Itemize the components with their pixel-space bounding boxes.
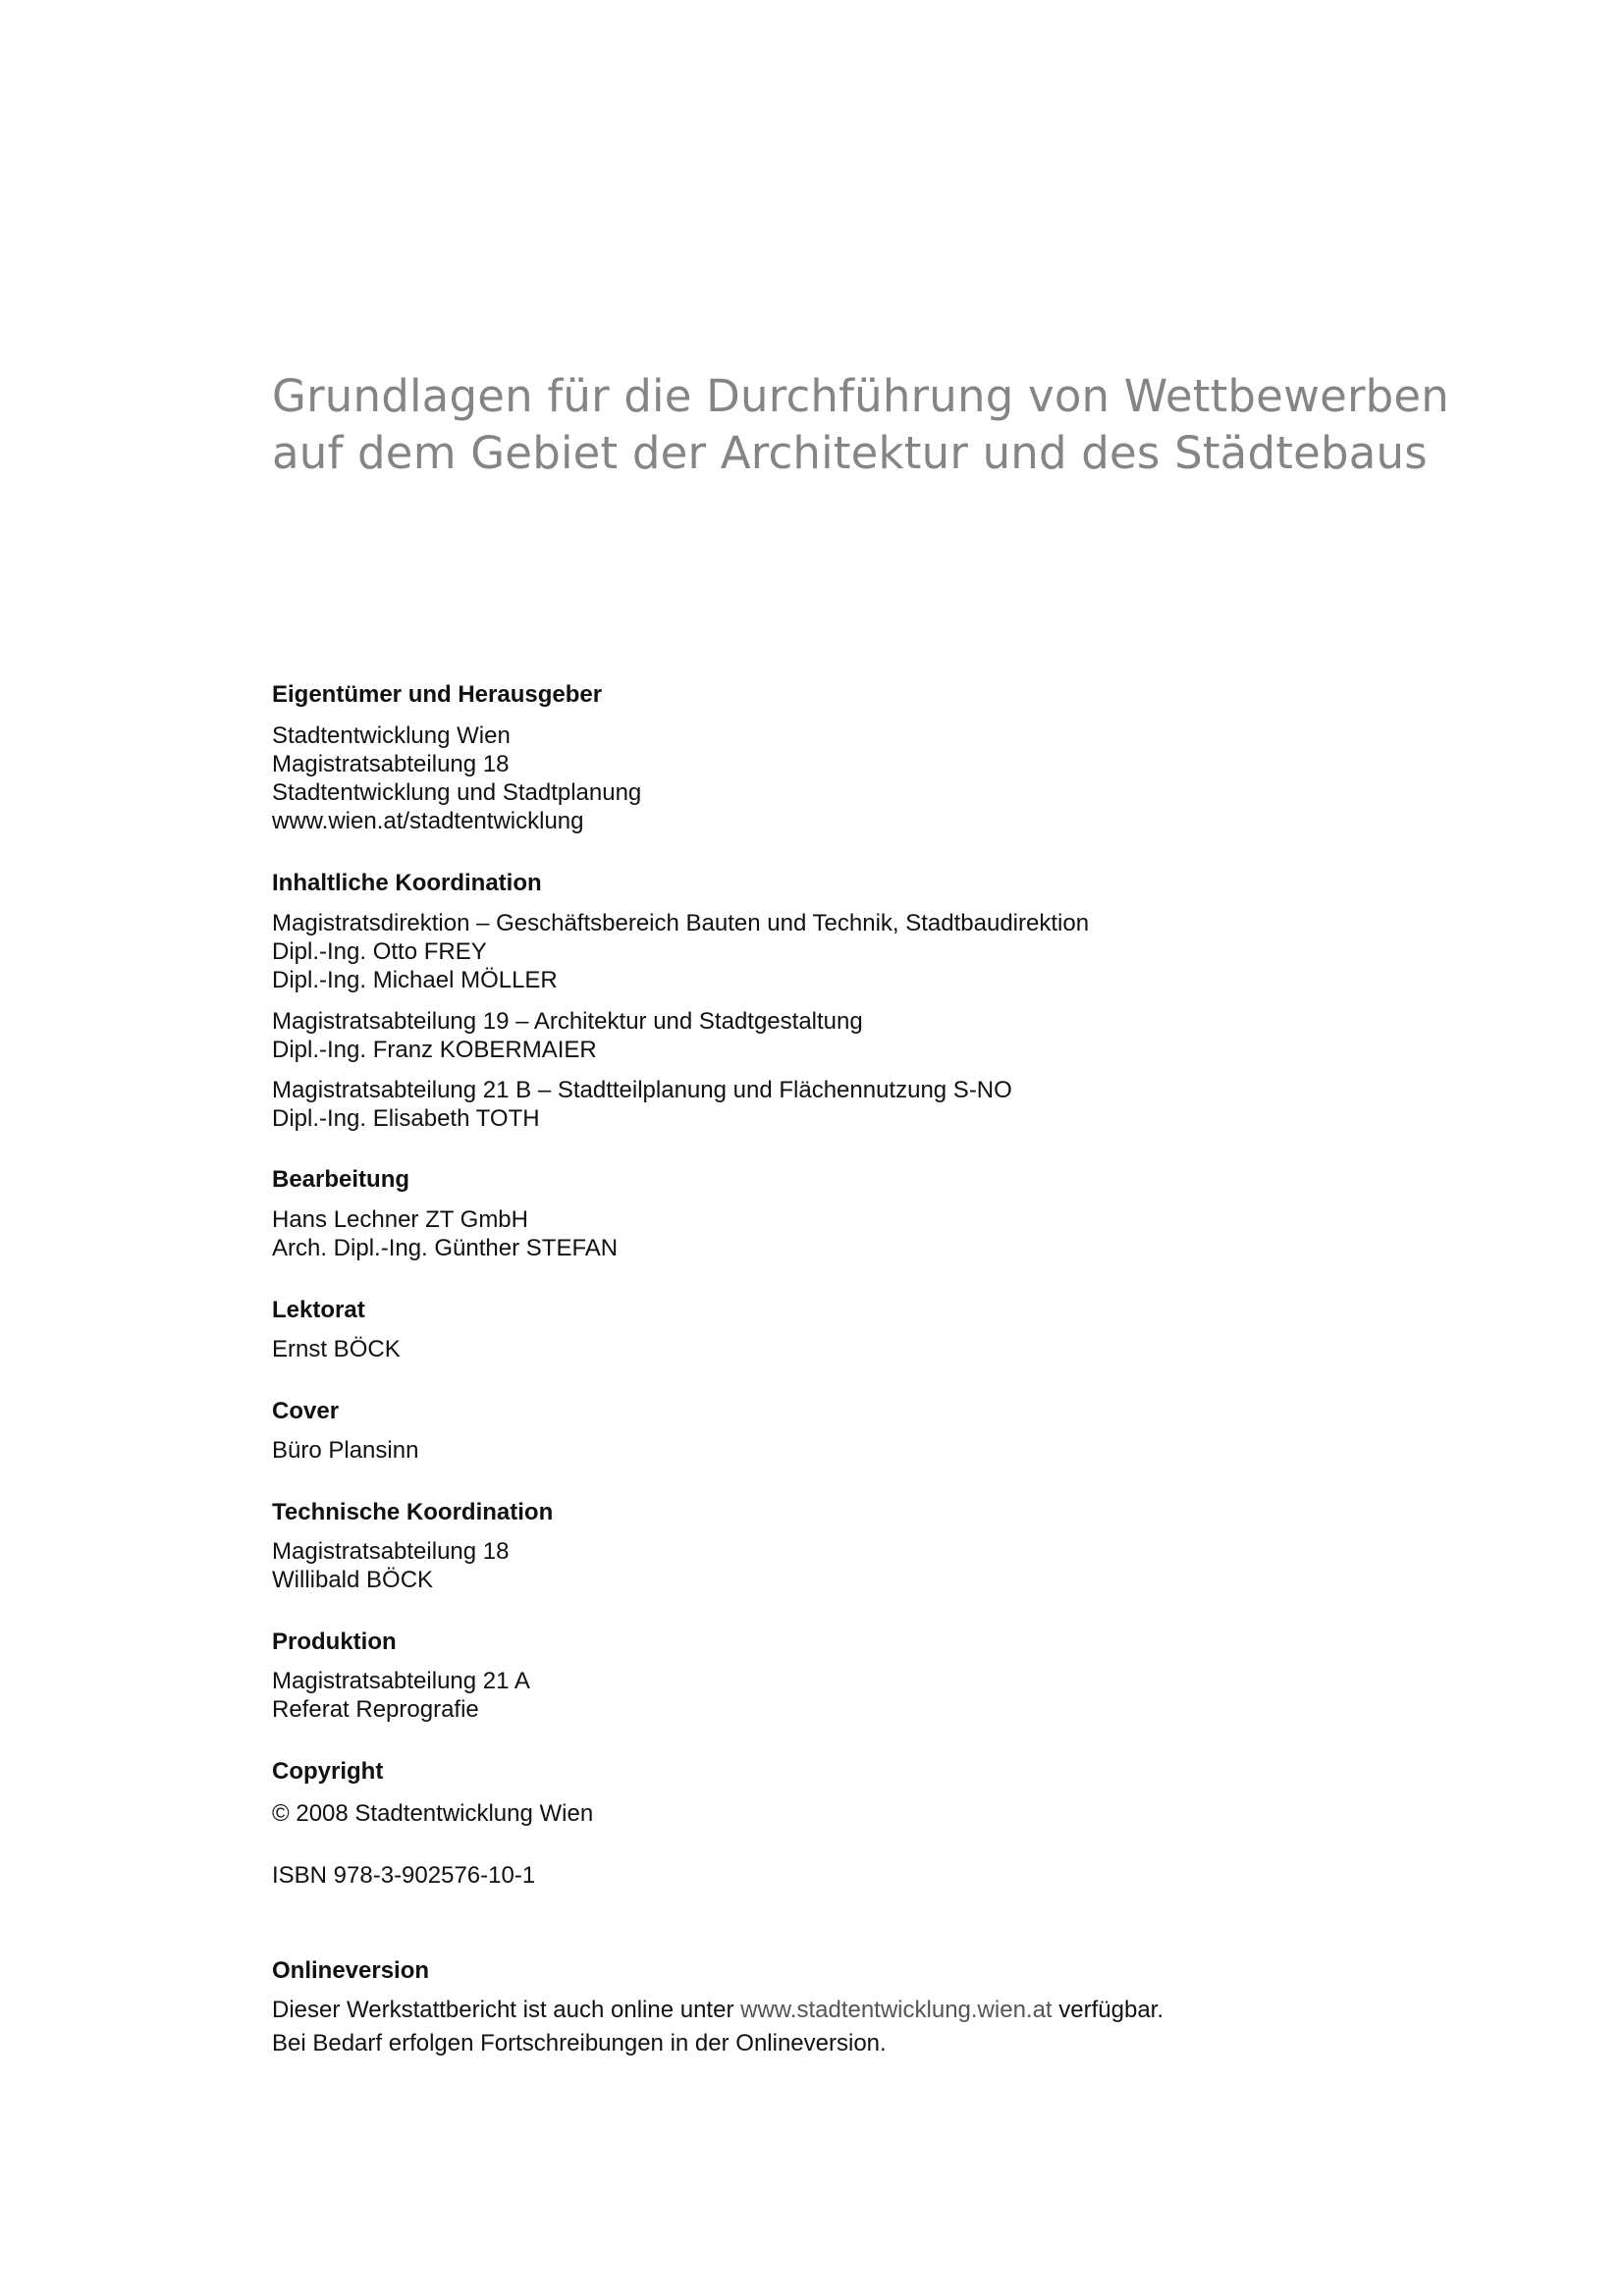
owner-website-link[interactable]: www.wien.at/stadtentwicklung [272, 808, 584, 834]
editing-line: Arch. Dipl.-Ing. Günther STEFAN [272, 1235, 619, 1261]
copyright-heading: Copyright [272, 1758, 384, 1785]
technical-heading: Technische Koordination [272, 1499, 554, 1525]
online-heading: Onlineversion [272, 1957, 430, 1984]
title-line-1: Grundlagen für die Durchführung von Wettbewerben [272, 370, 1450, 422]
proofreading-heading: Lektorat [272, 1297, 365, 1323]
owner-line: Stadtentwicklung und Stadtplanung [272, 779, 642, 806]
copyright-line: © 2008 Stadtentwicklung Wien [272, 1800, 594, 1827]
owner-line: Magistratsabteilung 18 [272, 751, 510, 777]
cover-heading: Cover [272, 1398, 340, 1424]
cover-line: Büro Plansinn [272, 1437, 419, 1464]
online-line [272, 1996, 1163, 2024]
coordination-line: Dipl.-Ing. Franz KOBERMAIER [272, 1037, 597, 1063]
isbn-line: ISBN 978-3-902576-10-1 [272, 1862, 536, 1889]
technical-line: Magistratsabteilung 18 [272, 1538, 510, 1565]
production-line: Referat Reprografie [272, 1696, 479, 1723]
online-text-suffix: verfügbar. [1052, 1997, 1163, 2023]
coordination-line: Dipl.-Ing. Otto FREY [272, 938, 487, 965]
owner-line: Stadtentwicklung Wien [272, 722, 511, 749]
online-text-prefix: Dieser Werkstattbericht ist auch online unter [272, 1997, 741, 2023]
title-line-2: auf dem Gebiet der Architektur und des Städtebaus [272, 427, 1428, 479]
editing-line: Hans Lechner ZT GmbH [272, 1206, 528, 1233]
owner-heading: Eigentümer und Herausgeber [272, 681, 603, 708]
document-title [272, 368, 1548, 482]
coordination-line: Dipl.-Ing. Michael MÖLLER [272, 967, 558, 993]
online-line: Bei Bedarf erfolgen Fortschreibungen in der Onlineversion. [272, 2030, 887, 2056]
online-website-link[interactable]: www.stadtentwicklung.wien.at [740, 1997, 1053, 2023]
coordination-line: Magistratsabteilung 21 B – Stadtteilplanung und Flächennutzung S-NO [272, 1077, 1012, 1103]
coordination-line: Magistratsdirektion – Geschäftsbereich Bauten und Technik, Stadtbaudirektion [272, 910, 1090, 936]
technical-line: Willibald BÖCK [272, 1567, 434, 1593]
proofreading-line: Ernst BÖCK [272, 1336, 401, 1362]
editing-heading: Bearbeitung [272, 1166, 410, 1193]
production-line: Magistratsabteilung 21 A [272, 1668, 530, 1694]
production-heading: Produktion [272, 1629, 397, 1655]
coordination-line: Magistratsabteilung 19 – Architektur und Stadtgestaltung [272, 1008, 863, 1035]
coordination-heading: Inhaltliche Koordination [272, 870, 542, 896]
coordination-line: Dipl.-Ing. Elisabeth TOTH [272, 1105, 540, 1132]
